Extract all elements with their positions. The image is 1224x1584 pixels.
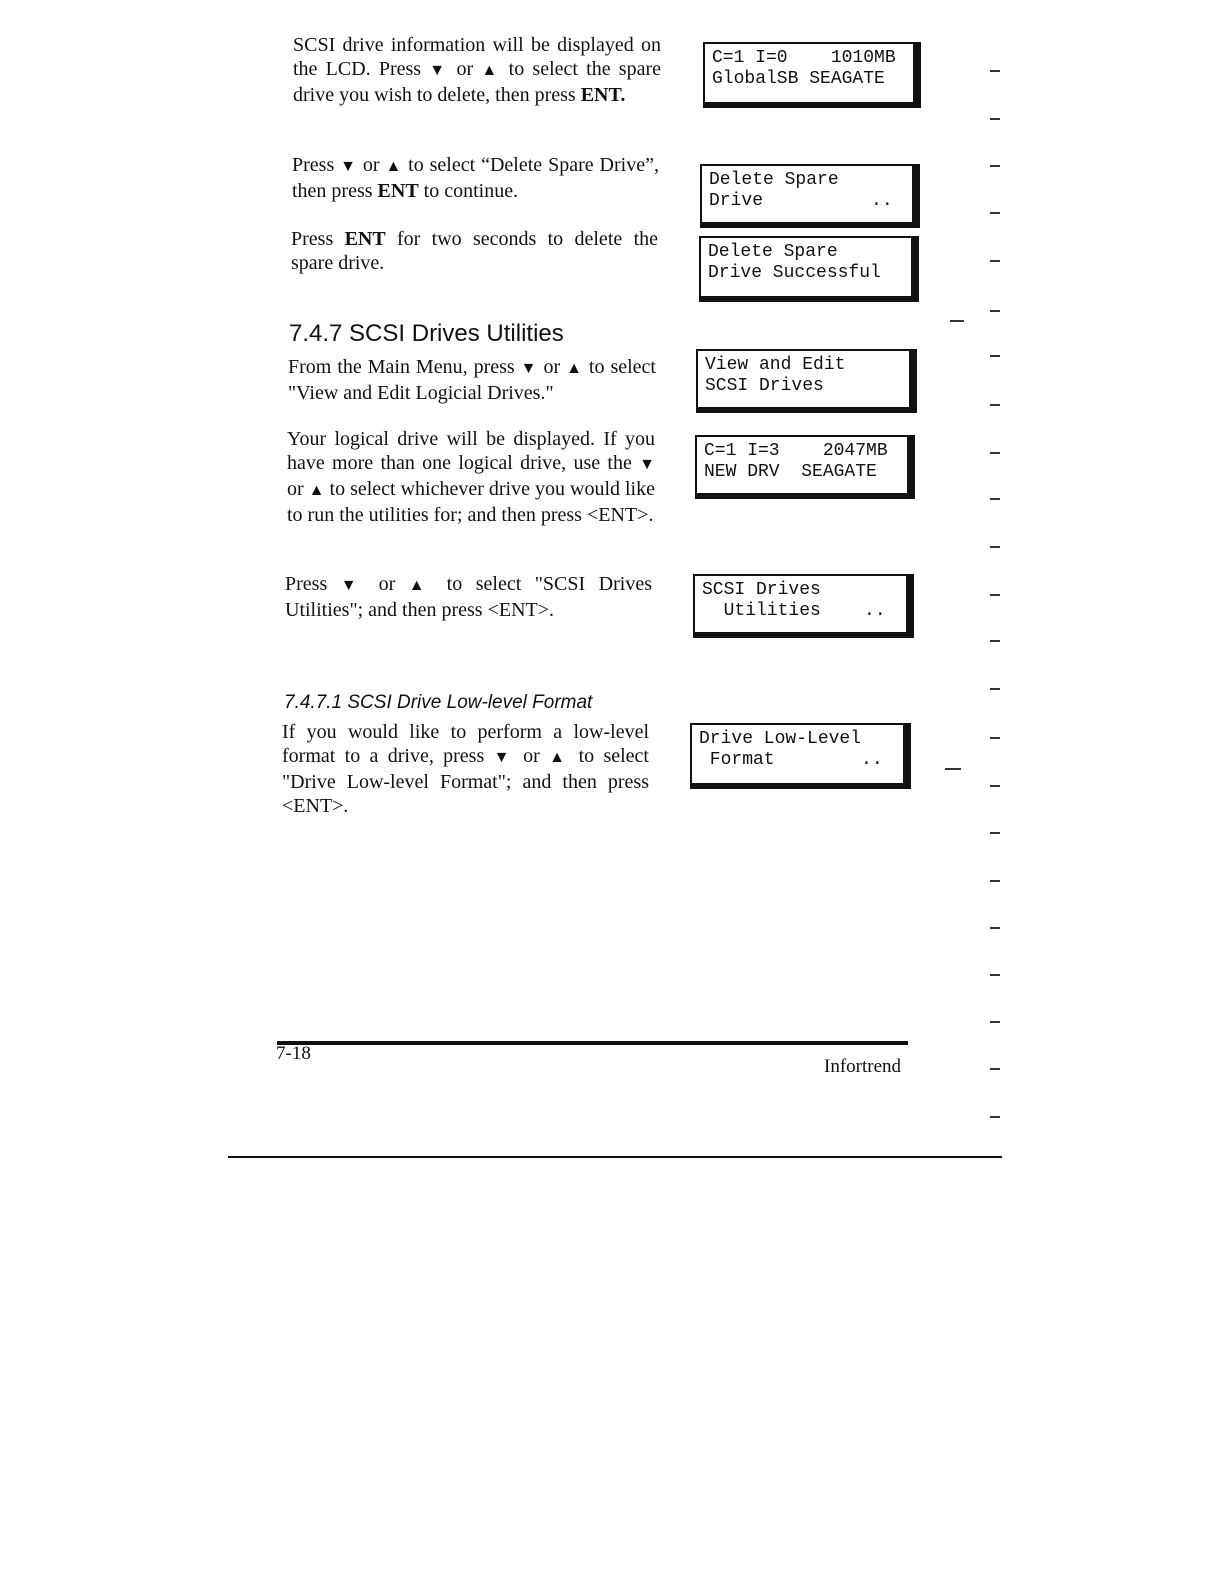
margin-mark <box>990 688 1000 690</box>
text: or <box>513 745 550 767</box>
up-arrow-icon: ▲ <box>481 62 501 79</box>
text: to select "SCSI Drives Utilities"; and then press <ENT>. <box>285 573 653 621</box>
margin-mark <box>990 1116 1000 1118</box>
paragraph-low-level-format <box>282 720 649 818</box>
margin-mark <box>990 118 1000 120</box>
ent-key: ENT <box>377 180 419 202</box>
lcd-line-1: Drive Low-Level <box>699 729 862 749</box>
paragraph-logical-drive <box>287 427 655 527</box>
text: or <box>287 478 309 500</box>
margin-mark <box>990 1068 1000 1070</box>
section-heading: 7.4.7 SCSI Drives Utilities <box>289 320 564 347</box>
text: to select whichever drive you would like to run the utilities for; and then press <ENT>. <box>287 478 655 526</box>
text: to continue. <box>418 180 519 202</box>
lcd-delete-spare-drive <box>700 164 920 228</box>
text: to select "View and Edit Logicial Drives." <box>288 356 656 404</box>
margin-mark <box>990 1021 1000 1023</box>
lcd-spare-drive-info <box>703 42 921 108</box>
lcd-scsi-drives-utilities <box>693 574 914 638</box>
lcd-line-1: Delete Spare <box>708 242 838 262</box>
margin-mark <box>990 260 1000 262</box>
bottom-scan-line <box>228 1156 1002 1158</box>
margin-mark <box>990 974 1000 976</box>
down-arrow-icon: ▼ <box>639 456 655 473</box>
lcd-line-2: Utilities .. <box>702 601 886 621</box>
down-arrow-icon: ▼ <box>493 749 514 766</box>
text: or <box>537 356 567 378</box>
ent-key: ENT <box>580 84 621 106</box>
up-arrow-icon: ▲ <box>408 577 434 594</box>
paragraph-select-spare-drive <box>293 33 661 107</box>
lcd-logical-drive-info <box>695 435 915 499</box>
paragraph-confirm-delete <box>291 227 658 275</box>
lcd-line-2: Drive Successful <box>708 263 881 283</box>
lcd-line-1: SCSI Drives <box>702 580 821 600</box>
lcd-line-2: GlobalSB SEAGATE <box>712 69 885 89</box>
margin-mark <box>990 355 1000 357</box>
paragraph-main-menu <box>288 355 656 405</box>
lcd-line-1: View and Edit <box>705 355 846 375</box>
lcd-line-1: C=1 I=3 2047MB <box>704 441 888 461</box>
text: From the Main Menu, press <box>288 356 521 378</box>
lcd-line-2: Format .. <box>699 750 883 770</box>
up-arrow-icon: ▲ <box>549 749 570 766</box>
margin-mark <box>990 880 1000 882</box>
margin-mark <box>990 165 1000 167</box>
margin-mark <box>990 927 1000 929</box>
margin-mark <box>990 498 1000 500</box>
margin-mark <box>990 737 1000 739</box>
text: for two seconds to delete the spare drive. <box>291 228 659 274</box>
text: to select "Drive Low-level Format"; and then press <ENT>. <box>282 745 649 817</box>
footer-rule <box>277 1041 908 1045</box>
lcd-delete-spare-success <box>699 236 919 302</box>
lcd-line-1: C=1 I=0 1010MB <box>712 48 896 68</box>
down-arrow-icon: ▼ <box>520 360 538 377</box>
down-arrow-icon: ▼ <box>340 577 366 594</box>
margin-mark <box>990 594 1000 596</box>
lcd-line-2: Drive .. <box>709 191 893 211</box>
up-arrow-icon: ▲ <box>566 360 583 377</box>
text: SCSI drive information will be displayed on the LCD. Press <box>293 34 661 80</box>
up-arrow-icon: ▲ <box>308 482 325 499</box>
lcd-view-edit-scsi <box>696 349 917 413</box>
margin-mark <box>990 832 1000 834</box>
page-number: 7-18 <box>276 1043 311 1064</box>
margin-mark <box>990 212 1000 214</box>
lcd-line-2: NEW DRV SEAGATE <box>704 462 877 482</box>
lcd-line-1: Delete Spare <box>709 170 839 190</box>
margin-mark <box>990 785 1000 787</box>
footer-brand: Infortrend <box>824 1056 902 1077</box>
text: to select the spare drive you wish to delete, then press <box>293 58 661 106</box>
paragraph-scsi-utilities <box>285 572 652 622</box>
margin-mark <box>990 310 1000 312</box>
text: or <box>356 154 386 176</box>
text: to select “Delete Spare Drive”, then press <box>292 154 659 202</box>
lcd-drive-low-level-format <box>690 723 911 789</box>
down-arrow-icon: ▼ <box>429 62 449 79</box>
text: If you would like to perform a low-level format to a drive, press <box>282 721 649 767</box>
ent-key: ENT <box>344 228 386 250</box>
text: Your logical drive will be displayed. If you have more than one logical drive, use the <box>287 428 655 474</box>
text: or <box>448 58 482 80</box>
text: Press <box>291 228 345 250</box>
text: Press <box>292 154 341 176</box>
text: Press <box>285 573 341 595</box>
text: or <box>365 573 409 595</box>
margin-mark <box>990 404 1000 406</box>
up-arrow-icon: ▲ <box>385 158 403 175</box>
margin-mark <box>990 452 1000 454</box>
margin-mark <box>950 320 964 322</box>
paragraph-delete-spare-drive <box>292 153 659 203</box>
margin-mark <box>990 640 1000 642</box>
margin-mark <box>990 70 1000 72</box>
margin-mark <box>945 768 961 770</box>
subsection-heading: 7.4.7.1 SCSI Drive Low-level Format <box>284 692 593 713</box>
lcd-line-2: SCSI Drives <box>705 376 824 396</box>
margin-mark <box>990 546 1000 548</box>
text: . <box>620 84 626 106</box>
down-arrow-icon: ▼ <box>340 158 357 175</box>
